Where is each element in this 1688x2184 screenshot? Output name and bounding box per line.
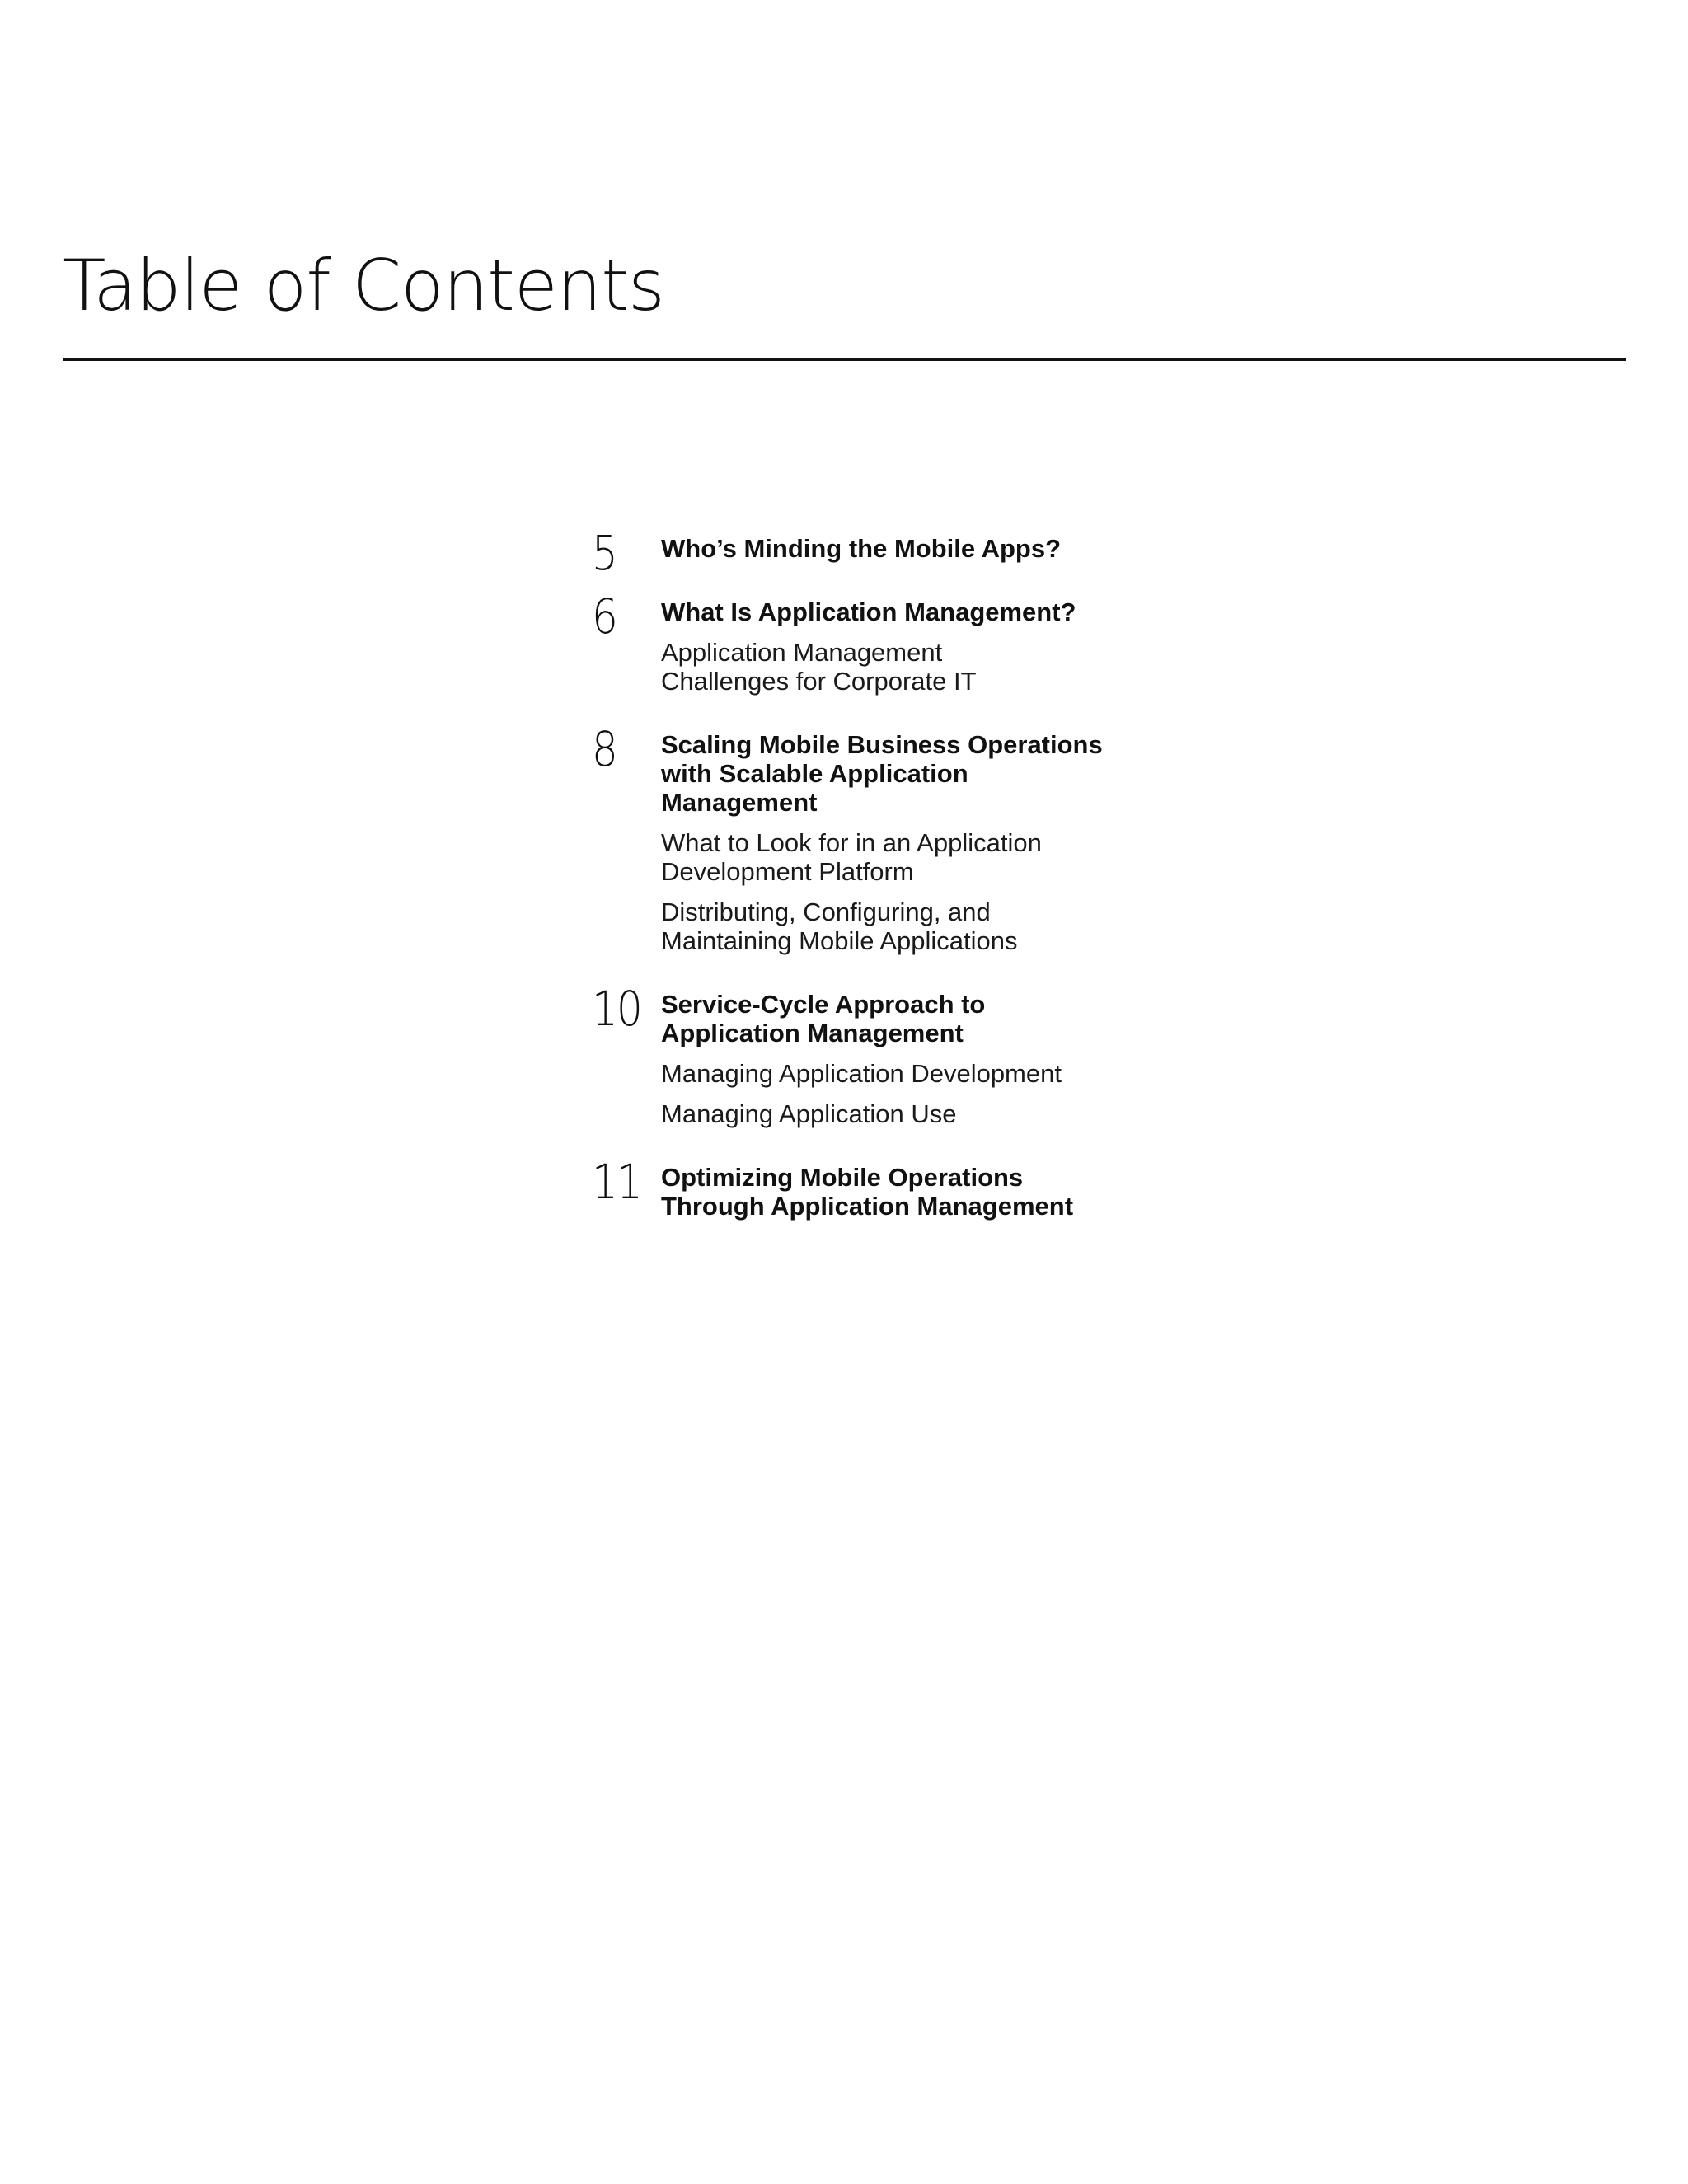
toc-subitem[interactable]: Application Management Challenges for Corporate IT xyxy=(661,638,977,696)
title-divider xyxy=(63,358,1626,361)
toc-page-number: 5 xyxy=(592,525,617,581)
toc-entry-1[interactable] xyxy=(592,525,1152,581)
toc-entry-4[interactable] xyxy=(592,981,1152,1128)
page-title: Table of Contents xyxy=(63,245,664,327)
toc-subitem[interactable]: What to Look for in an Application Development Platform xyxy=(661,828,1042,886)
toc-entry-5[interactable] xyxy=(592,1154,1152,1221)
toc-page-number: 10 xyxy=(592,981,642,1037)
toc-heading[interactable]: Scaling Mobile Business Operations with Scalable Application Management xyxy=(661,730,1103,817)
toc-heading[interactable]: Optimizing Mobile Operations Through Application Management xyxy=(661,1163,1074,1221)
toc-heading[interactable]: Who’s Minding the Mobile Apps? xyxy=(661,534,1062,563)
toc-subitem[interactable]: Distributing, Configuring, and Maintaining Mobile Applications xyxy=(661,898,1018,955)
toc-page-number: 11 xyxy=(592,1154,642,1210)
toc-subitem[interactable]: Managing Application Use xyxy=(661,1099,957,1128)
table-of-contents xyxy=(592,516,1152,1255)
toc-entry-2[interactable] xyxy=(592,588,1152,696)
toc-heading[interactable]: Service-Cycle Approach to Application Management xyxy=(661,990,986,1047)
toc-page-number: 6 xyxy=(592,588,617,644)
toc-subitem[interactable]: Managing Application Development xyxy=(661,1059,1062,1088)
toc-entry-3[interactable] xyxy=(592,721,1152,955)
toc-page-number: 8 xyxy=(592,721,617,777)
toc-heading[interactable]: What Is Application Management? xyxy=(661,598,1076,626)
